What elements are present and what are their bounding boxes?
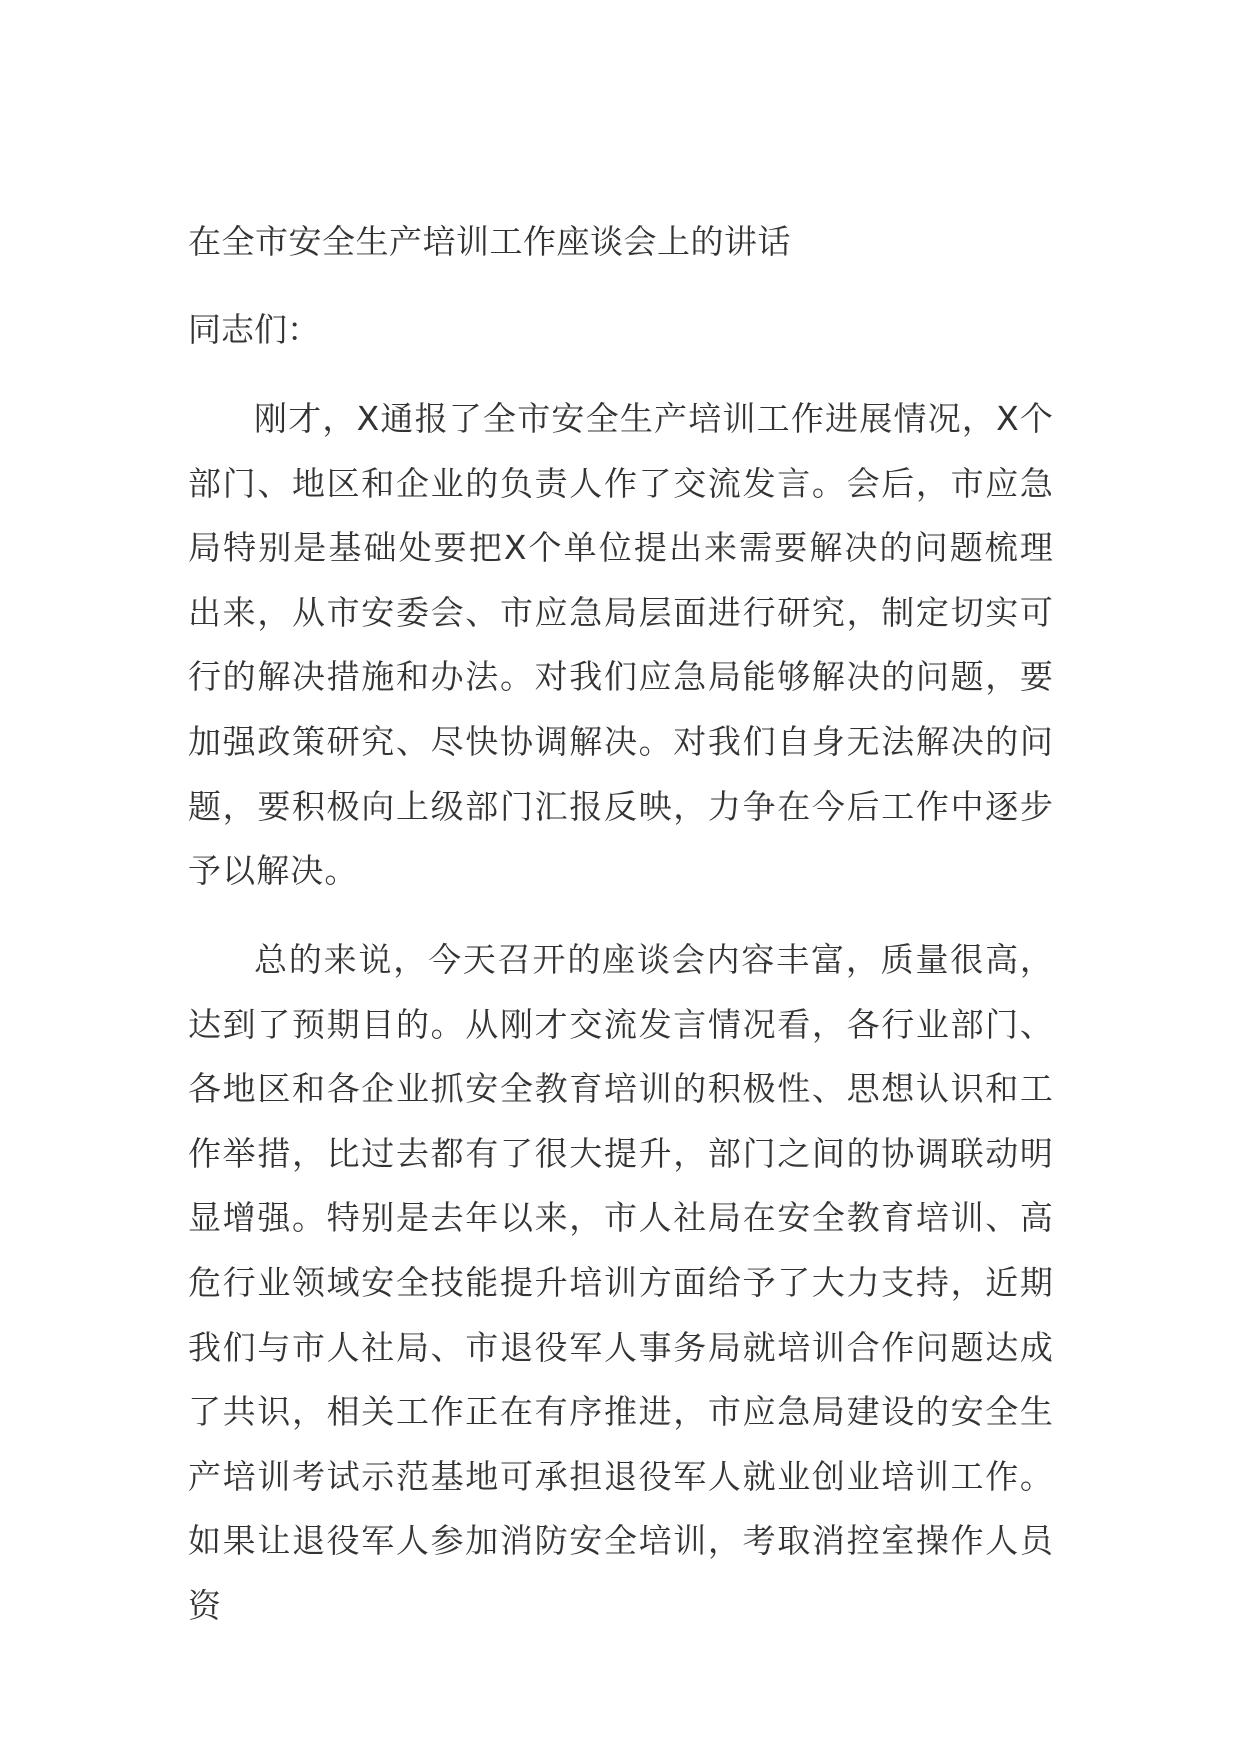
paragraph: 刚才，X通报了全市安全生产培训工作进展情况，X个部门、地区和企业的负责人作了交流发言。会后，市应急局特别是基础处要把X个单位提出来需要解决的问题梳理出来，从市安委会、市应急局层面进行研究，制定切实可行的解决措施和办法。对我们应急局能够解决的问题，要加强政策研究、尽快协调解决。对我们自身无法解决的问题，要积极向上级部门汇报反映，力争在今后工作中逐步予以解决。 bbox=[188, 399, 1054, 891]
salutation: 同志们： bbox=[188, 310, 320, 349]
paragraph: 总的来说，今天召开的座谈会内容丰富，质量很高，达到了预期目的。从刚才交流发言情况看，各行业部门、各地区和各企业抓安全教育培训的积极性、思想认识和工作举措，比过去都有了很大提升，部门之间的协调联动明显增强。特别是去年以来，市人社局在安全教育培训、高危行业领域安全技能提升培训方面给予了大力支持，近期我们与市人社局、市退役军人事务局就培训合作问题达成了共识，相关工作正在有序推进，市应急局建设的安全生产培训考试示范基地可承担退役军人就业创业培训工作。如果让退役军人参加消防安全培训，考取消控室操作人员资 bbox=[188, 940, 1054, 1625]
document-title: 在全市安全生产培训工作座谈会上的讲话 bbox=[188, 222, 791, 261]
